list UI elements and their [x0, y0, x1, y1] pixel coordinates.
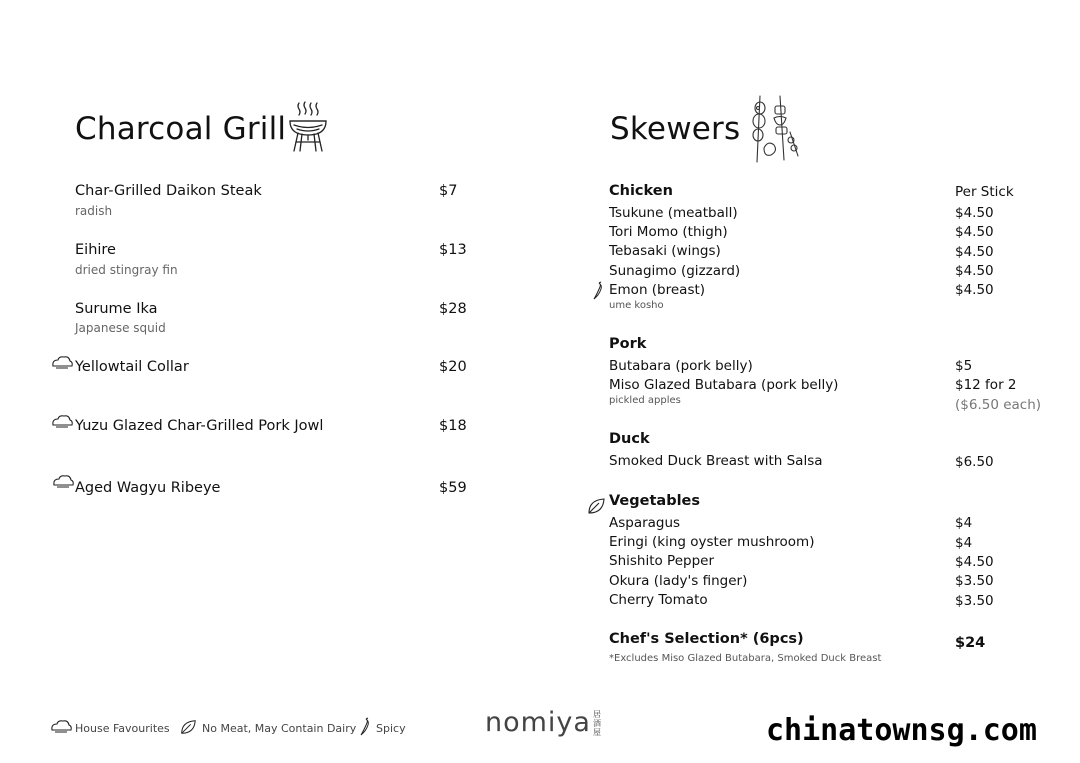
- skewer-item-price: $3.50: [955, 593, 994, 609]
- skewer-category-vegetables: Vegetables: [609, 493, 701, 509]
- skewer-category-chicken: Chicken: [609, 183, 673, 199]
- skewer-item-name: Cherry Tomato: [609, 592, 708, 608]
- house-favourite-icon: [51, 414, 73, 430]
- skewer-item-name: Asparagus: [609, 515, 681, 531]
- grill-item-price: $13: [439, 242, 467, 258]
- skewer-item-price: $4.50: [955, 205, 994, 221]
- skewer-item-price: $4.50: [955, 282, 994, 298]
- grill-item-desc: radish: [75, 204, 113, 218]
- skewer-item-price: $5: [955, 358, 973, 374]
- spicy-icon: [592, 281, 604, 301]
- brand-kanji: [593, 710, 601, 737]
- legend-spicy: Spicy: [376, 722, 406, 735]
- grill-item-price: $18: [439, 418, 467, 434]
- skewers-title: Skewers: [610, 111, 741, 147]
- skewers-icon: [746, 94, 802, 164]
- skewer-item-price: $6.50: [955, 454, 994, 470]
- skewer-item-note: ume kosho: [609, 300, 664, 311]
- chefs-selection-note: *Excludes Miso Glazed Butabara, Smoked Duck Breast: [609, 653, 882, 664]
- skewer-item-name: Emon (breast): [609, 282, 706, 298]
- skewer-category-duck: Duck: [609, 431, 650, 447]
- grill-item-name: Yuzu Glazed Char-Grilled Pork Jowl: [75, 418, 324, 434]
- skewer-item-name: Okura (lady's finger): [609, 573, 748, 589]
- skewer-item-price: $4.50: [955, 244, 994, 260]
- skewer-item-price: $4.50: [955, 554, 994, 570]
- grill-item-price: $20: [439, 359, 467, 375]
- no-meat-icon: [179, 718, 197, 736]
- brand-kanji-char: 屋: [593, 728, 601, 737]
- grill-item-price: $7: [439, 183, 458, 199]
- grill-item-name: Char-Grilled Daikon Steak: [75, 183, 262, 199]
- skewer-category-pork: Pork: [609, 336, 647, 352]
- skewer-item-name: Sunagimo (gizzard): [609, 263, 741, 279]
- skewer-item-price: $3.50: [955, 573, 994, 589]
- spicy-icon: [359, 717, 371, 737]
- house-favourite-icon: [51, 355, 73, 371]
- brand-logo: nomiya: [485, 707, 591, 738]
- skewer-item-name: Shishito Pepper: [609, 553, 715, 569]
- no-meat-icon: [586, 496, 606, 516]
- house-favourite-icon: [52, 474, 74, 490]
- grill-item-name: Surume Ika: [75, 301, 158, 317]
- grill-item-name: Yellowtail Collar: [75, 359, 189, 375]
- skewer-item-name: Smoked Duck Breast with Salsa: [609, 453, 823, 469]
- skewer-price-note: ($6.50 each): [955, 397, 1042, 413]
- grill-item-price: $28: [439, 301, 467, 317]
- grill-item-desc: dried stingray fin: [75, 263, 178, 277]
- legend-no-meat: No Meat, May Contain Dairy: [202, 722, 357, 735]
- skewer-item-price: $4: [955, 535, 973, 551]
- skewer-item-note: pickled apples: [609, 395, 681, 406]
- skewer-item-price: $12 for 2: [955, 377, 1017, 393]
- skewer-item-name: Butabara (pork belly): [609, 358, 753, 374]
- grill-item-name: Eihire: [75, 242, 116, 258]
- house-favourite-icon: [50, 719, 72, 735]
- skewer-item-price: $4: [955, 515, 973, 531]
- brand-kanji-char: 酒: [593, 719, 601, 728]
- brand-kanji-char: 居: [593, 710, 601, 719]
- skewer-item-name: Miso Glazed Butabara (pork belly): [609, 377, 839, 393]
- grill-item-desc: Japanese squid: [75, 321, 166, 335]
- grill-item-price: $59: [439, 480, 467, 496]
- skewer-item-price: $4.50: [955, 224, 994, 240]
- skewer-item-name: Eringi (king oyster mushroom): [609, 534, 815, 550]
- skewer-item-price: $4.50: [955, 263, 994, 279]
- skewer-item-name: Tsukune (meatball): [609, 205, 738, 221]
- chefs-selection-price: $24: [955, 635, 986, 651]
- price-header: Per Stick: [955, 184, 1014, 200]
- chefs-selection-title: Chef's Selection* (6pcs): [609, 631, 804, 647]
- watermark: chinatownsg.com: [766, 713, 1037, 748]
- grill-icon: [286, 100, 330, 154]
- legend-house-favourites: House Favourites: [75, 722, 170, 735]
- charcoal-grill-title: Charcoal Grill: [75, 111, 287, 147]
- skewer-item-name: Tebasaki (wings): [609, 243, 721, 259]
- grill-item-name: Aged Wagyu Ribeye: [75, 480, 221, 496]
- skewer-item-name: Tori Momo (thigh): [609, 224, 728, 240]
